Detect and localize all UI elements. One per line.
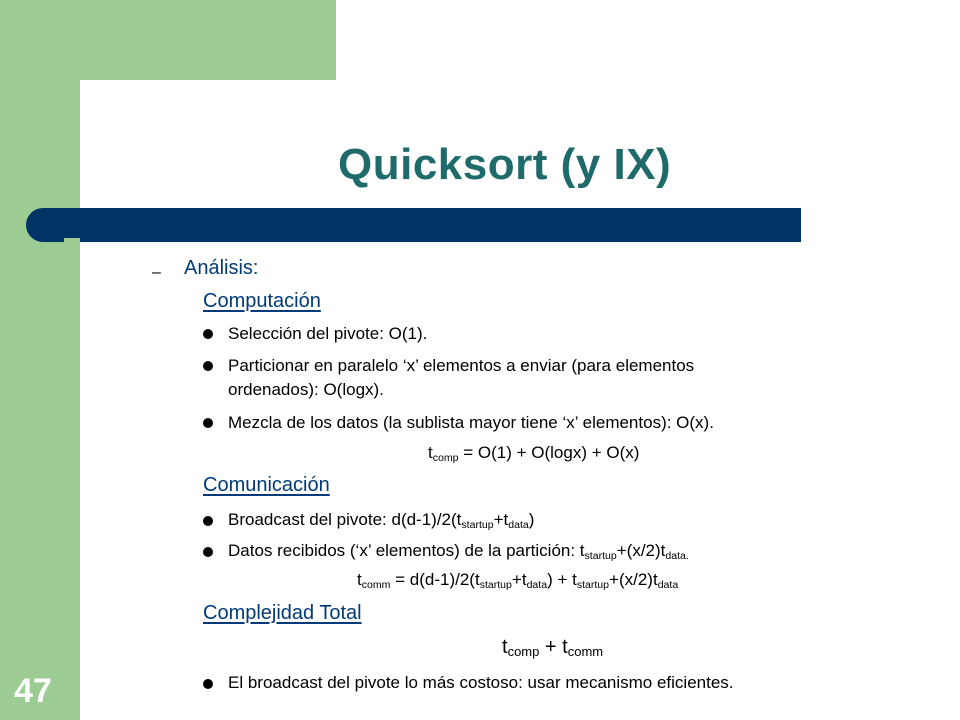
bullet-icon [203,329,213,339]
title-underline-bar [26,208,801,242]
comp-formula: $t_{comp} = O(1) + O(\log x) + O(x)$ [428,443,640,464]
slide-title: Quicksort (y IX) [338,140,672,189]
computacion-item-1: Selección del pivote: O(1). [228,324,428,343]
computacion-heading: Computación [203,290,321,312]
bullet-icon [203,516,213,526]
analysis-heading: Análisis: [184,257,259,279]
complejidad-total-heading: Complejidad Total [203,602,362,624]
total-formula: $t_{comp} + t_{comm}$ [502,636,604,659]
computacion-item-2-line-1: Particionar en paralelo ‘x’ elementos a enviar (para elementos [228,356,695,375]
rounded-corner [80,80,170,170]
computacion-item-2-line-2: ordenados): O(logx). [228,380,384,399]
page-number: 47 [14,672,52,710]
bullet-icon [203,547,213,557]
bullet-icon [203,361,213,371]
comunicacion-item-1: Broadcast del pivote: $d(d-1)/2(t_{startup}+t_{data})$ [228,510,535,531]
bullet-icon [203,418,213,428]
comunicacion-item-2: Datos recibidos (‘x’ elementos) de la partición: $t_{startup}+(x/2)t_{data.}$ [228,541,689,562]
total-item-1: El broadcast del pivote lo más costoso: usar mecanismo eficientes. [228,673,734,692]
dash-marker: – [152,264,161,281]
bar-notch [64,238,80,242]
bullet-icon [203,679,213,689]
comunicacion-heading: Comunicación [203,474,330,496]
computacion-item-3: Mezcla de los datos (la sublista mayor tiene ‘x’ elementos): O(x). [228,413,714,432]
comm-formula: $t_{comm} = d(d-1)/2(t_{startup}+t_{data}) + t_{startup}+(x/2)t_{data}$ [357,570,679,591]
green-left-band [0,0,80,720]
